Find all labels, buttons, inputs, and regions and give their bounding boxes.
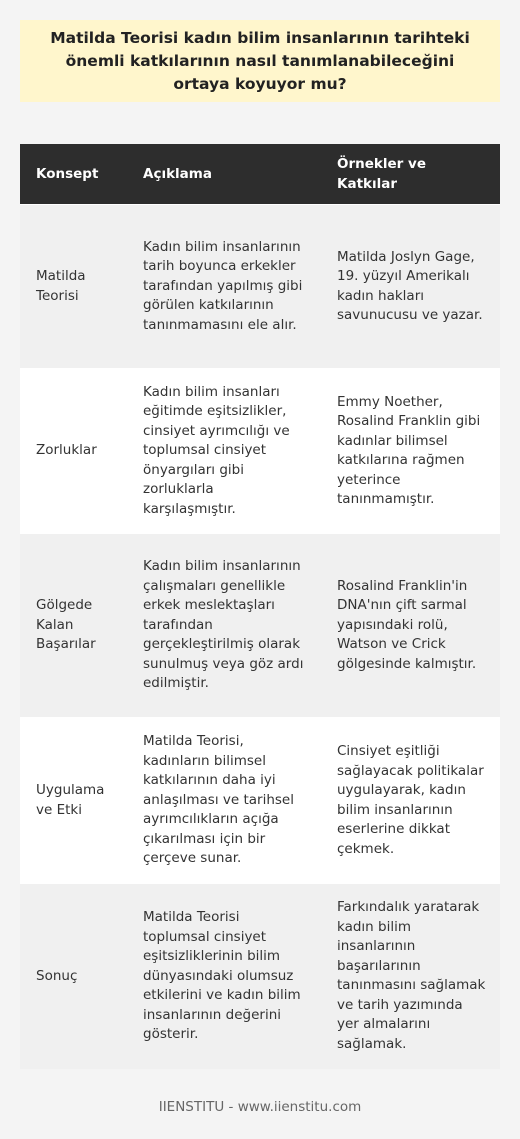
concept-table (20, 144, 500, 1069)
cell-examples: Matilda Joslyn Gage, 19. yüzyıl Amerikalı kadın hakları savunucusu ve yazar. (321, 205, 500, 369)
cell-concept: Zorluklar (20, 369, 127, 534)
header-examples: Örnekler ve Katkılar (321, 144, 500, 205)
footer-credit: IIENSTITU - www.iienstitu.com (158, 1099, 362, 1115)
cell-examples: Rosalind Franklin'in DNA'nın çift sarmal yapısındaki rolü, Watson ve Crick gölgesinde kalmıştır. (321, 534, 500, 718)
cell-examples: Farkındalık yaratarak kadın bilim insanlarının başarılarının tanınmasını sağlamak ve tarih yazımında yer almalarını sağlamak. (321, 884, 500, 1069)
cell-concept: Uygulama ve Etki (20, 718, 127, 884)
table-row (20, 534, 500, 718)
cell-description: Kadın bilim insanlarının çalışmaları genellikle erkek meslektaşları tarafından gerçekleştirilmiş olarak sunulmuş veya göz ardı edilmiştir. (127, 534, 321, 718)
table-row (20, 884, 500, 1069)
table-row (20, 369, 500, 534)
table-row (20, 718, 500, 884)
header-description: Açıklama (127, 144, 321, 205)
table-row (20, 205, 500, 369)
cell-description: Kadın bilim insanlarının tarih boyunca erkekler tarafından yapılmış gibi görülen katkılarının tanınmamasını ele alır. (127, 205, 321, 369)
cell-concept: Matilda Teorisi (20, 205, 127, 369)
title-banner (20, 20, 500, 102)
table-header-row (20, 144, 500, 205)
cell-description: Matilda Teorisi, kadınların bilimsel katkılarının daha iyi anlaşılması ve tarihsel ayrımcılıkların açığa çıkarılması için bir çerçeve sunar. (127, 718, 321, 884)
cell-concept: Sonuç (20, 884, 127, 1069)
cell-concept: Gölgede Kalan Başarılar (20, 534, 127, 718)
cell-description: Kadın bilim insanları eğitimde eşitsizlikler, cinsiyet ayrımcılığı ve toplumsal cinsiyet önyargıları gibi zorluklarla karşılaşmıştır. (127, 369, 321, 534)
cell-description: Matilda Teorisi toplumsal cinsiyet eşitsizliklerinin bilim dünyasındaki olumsuz etkilerini ve kadın bilim insanlarının değerini gösterir. (127, 884, 321, 1069)
cell-examples: Cinsiyet eşitliği sağlayacak politikalar uygulayarak, kadın bilim insanlarının eserlerine dikkat çekmek. (321, 718, 500, 884)
header-concept: Konsept (20, 144, 127, 205)
page-title: Matilda Teorisi kadın bilim insanlarının tarihteki önemli katkılarının nasıl tanımlanabileceğini ortaya koyuyor mu? (50, 28, 470, 93)
cell-examples: Emmy Noether, Rosalind Franklin gibi kadınlar bilimsel katkılarına rağmen yeterince tanınmamıştır. (321, 369, 500, 534)
